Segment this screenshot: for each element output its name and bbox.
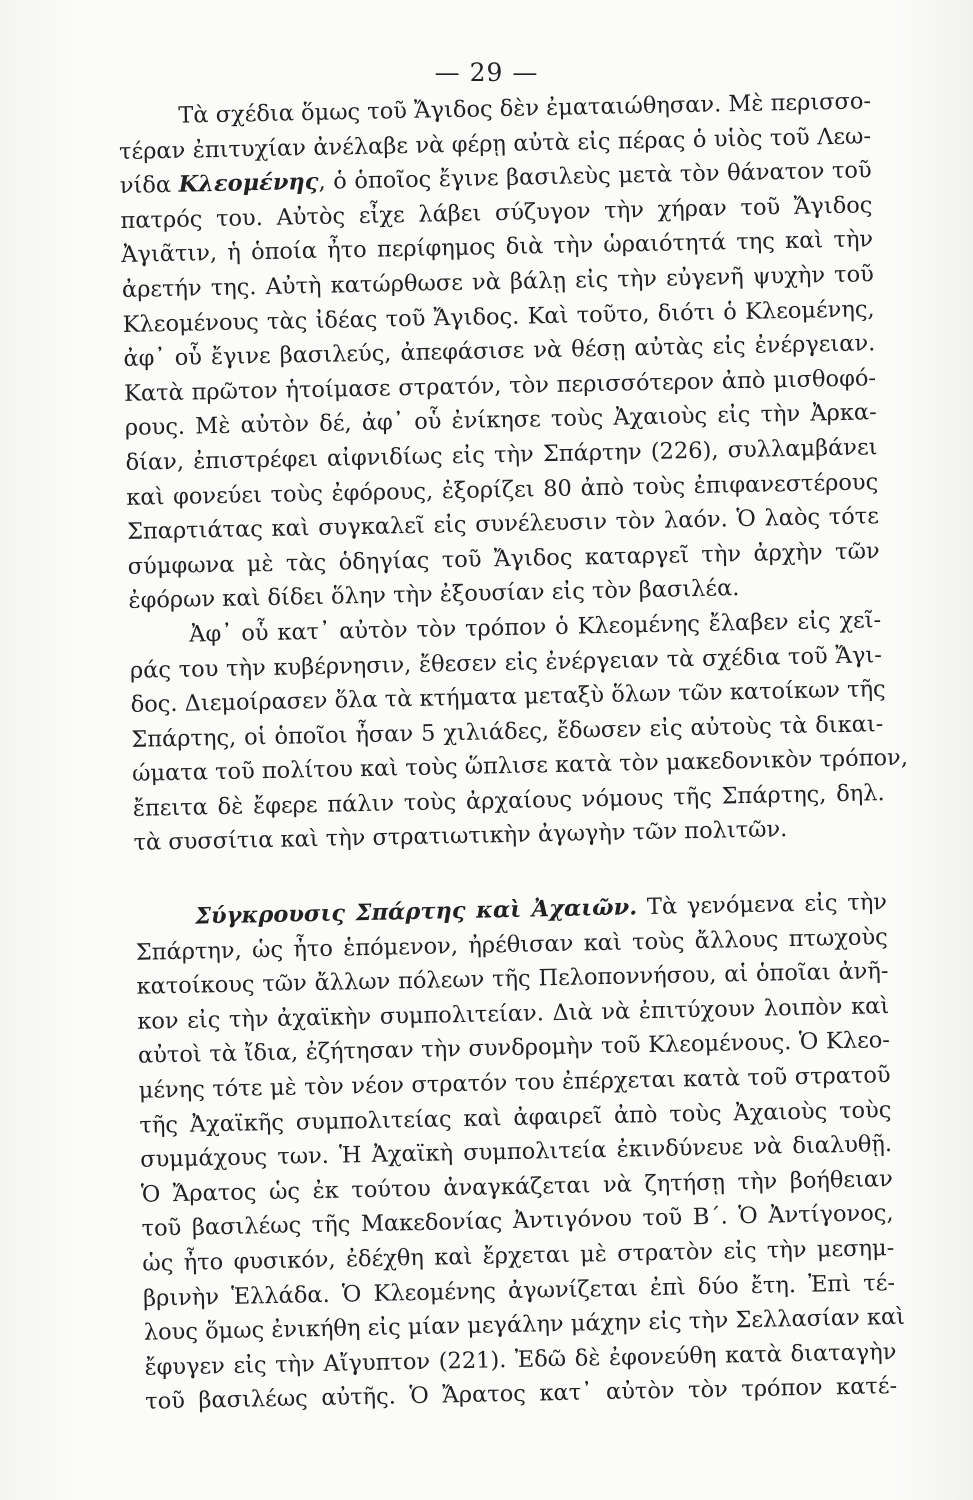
text-line: λους ὅμως ἐνικήθη εἰς μίαν μεγάλην μάχην εἰς τὴν Σελλασίαν καὶ (143, 1303, 906, 1346)
text-fragment: , ὁ ὁποῖος ἔγινε βασιλεὺς μετὰ τὸν θάνατον τοῦ (318, 157, 872, 196)
text-line: Σπάρτης, οἱ ὁποῖοι ἦσαν 5 χιλιάδες, ἔδωσεν εἰς αὐτοὺς τὰ δικαι- (131, 710, 884, 753)
text-line: Ἀγιᾶτιν, ἡ ὁποία ἦτο περίφημος διὰ τὴν ὡραιότητά της καὶ τὴν (120, 226, 874, 269)
text-line: αὐτοὶ τὰ ἴδια, ἐζήτησαν τὴν συνδρομὴν τοῦ Κλεομένους. Ὁ Κλεο- (137, 1027, 891, 1070)
text-line: συμμάχους των. Ἡ Ἀχαϊκὴ συμπολιτεία ἐκινδύνευε νὰ διαλυθῇ. (139, 1131, 893, 1173)
text-line: Σπάρτην, ὡς ἦτο ἑπόμενον, ἠρέθισαν καὶ τοὺς ἄλλους πτωχοὺς (135, 923, 888, 966)
text-line: Κατὰ πρῶτον ἡτοίμασε στρατόν, τὸν περισσότερον ἀπὸ μισθοφό- (123, 364, 877, 407)
text-line: Ὁ Ἄρατος ὡς ἐκ τούτου ἀναγκάζεται νὰ ζητήσῃ τὴν βοήθειαν (140, 1165, 894, 1208)
text-line: ἔπειτα δὲ ἔφερε πάλιν τοὺς ἀρχαίους νόμους τῆς Σπάρτης, δηλ. (132, 779, 885, 822)
section-heading: Σύγκρουσις Σπάρτης καὶ Ἀχαιῶν. (194, 894, 638, 930)
text-line: ἀφ᾽ οὗ ἔγινε βασιλεύς, ἀπεφάσισε νὰ θέσῃ αὐτὰς εἰς ἐνέργειαν. (123, 330, 876, 373)
text-line: Σπαρτιάτας καὶ συγκαλεῖ εἰς συνέλευσιν τὸν λαόν. Ὁ λαὸς τότε (126, 503, 880, 546)
text-line: τοῦ βασιλέως αὐτῆς. Ὁ Ἄρατος κατ᾽ αὐτὸν τὸν τρόπον κατέ- (145, 1373, 898, 1416)
text-line: κον εἰς τὴν ἀχαϊκὴν συμπολιτείαν. Διὰ νὰ ἐπιτύχουν λοιπὸν καὶ (137, 992, 890, 1035)
page-text (118, 84, 909, 1419)
text-line: κατοίκους τῶν ἄλλων πόλεων τῆς Πελοποννήσου, αἱ ὁποῖαι ἀνῆ- (136, 958, 889, 1001)
text-line: βρινὴν Ἑλλάδα. Ὁ Κλεομένης ἀγωνίζεται ἐπὶ δύο ἔτη. Ἐπὶ τέ- (142, 1269, 896, 1312)
name-kleomenes: Κλεομένης (178, 169, 319, 198)
text-line: ώματα τοῦ πολίτου καὶ τοὺς ὥπλισε κατὰ τὸν μακεδονικὸν τρόπον, (131, 744, 909, 788)
text-line: τῆς Ἀχαϊκῆς συμπολιτείας καὶ ἀφαιρεῖ ἀπὸ τοὺς Ἀχαιοὺς τοὺς (139, 1096, 892, 1139)
text-line: τοῦ βασιλέως τῆς Μακεδονίας Ἀντιγόνου τοῦ Β΄. Ὁ Ἀντίγονος, (141, 1200, 894, 1243)
text-line: τὰ συσσίτια καὶ τὴν στρατιωτικὴν ἀγωγὴν τῶν πολιτῶν. (133, 816, 788, 857)
text-line: ἀρετήν της. Αὐτὴ κατώρθωσε νὰ βάλῃ εἰς τὴν εὐγενῆ ψυχὴν τοῦ (121, 261, 875, 303)
text-line: καὶ φονεύει τοὺς ἐφόρους, ἐξορίζει 80 ἀπὸ τοὺς ἐπιφανεστέρους (126, 468, 879, 511)
paragraph-agis-plans (118, 84, 881, 619)
paragraph-sparta-achaea-conflict (135, 885, 906, 1420)
text-line: Τὰ σχέδια ὅμως τοῦ Ἄγιδος δὲν ἐματαιώθησαν. Μὲ περισσο- (178, 88, 872, 129)
text-fragment: νίδα (119, 172, 172, 200)
text-line: πατρός του. Αὐτὸς εἶχε λάβει σύζυγον τὴν χήραν τοῦ Ἄγιδος (120, 192, 873, 234)
text-line: ὡς ἦτο φυσικόν, ἐδέχθη καὶ ἔρχεται μὲ στρατὸν εἰς τὴν μεσημ- (142, 1234, 895, 1277)
text-line: Κλεομένους τὰς ἰδέας τοῦ Ἄγιδος. Καὶ τοῦτο, διότι ὁ Κλεομένης, (122, 295, 875, 338)
text-line: ἔφυγεν εἰς τὴν Αἴγυπτον (221). Ἐδῶ δὲ ἐφονεύθη κατὰ διαταγὴν (144, 1338, 897, 1381)
text-fragment: Τὰ γενόμενα εἰς τὴν (636, 889, 888, 921)
text-line: δος. Διεμοίρασεν ὅλα τὰ κτήματα μεταξὺ ὅλων τῶν κατοίκων τῆς (130, 676, 886, 718)
text-line: σύμφωνα μὲ τὰς ὁδηγίας τοῦ Ἄγιδος καταργεῖ τὴν ἀρχὴν τῶν (127, 537, 880, 580)
text-line: Ἀφ᾽ οὗ κατ᾽ αὐτὸν τὸν τρόπον ὁ Κλεομένης ἔλαβεν εἰς χεῖ- (188, 607, 882, 648)
text-line: δίαν, ἐπιστρέφει αἰφνιδίως εἰς τὴν Σπάρτην (226), συλλαμβάνει (125, 434, 878, 476)
text-line: τέραν ἐπιτυχίαν ἀνέλαβε νὰ φέρῃ αὐτὰ εἰς πέρας ὁ υἱὸς τοῦ Λεω- (118, 122, 872, 165)
paragraph-kleomenes-reforms (129, 603, 909, 861)
text-line: ἐφόρων καὶ δίδει ὅλην τὴν ἐξουσίαν εἰς τὸν βασιλέα. (128, 575, 740, 615)
page-number: — 29 — (434, 58, 539, 87)
text-line: ρους. Μὲ αὐτὸν δέ, ἀφ᾽ οὗ ἐνίκησε τοὺς Ἀχαιοὺς εἰς τὴν Ἀρκα- (124, 399, 877, 442)
text-line: μένης τότε μὲ τὸν νέον στρατόν του ἐπέρχεται κατὰ τοῦ στρατοῦ (138, 1062, 891, 1104)
text-line: ράς του τὴν κυβέρνησιν, ἔθεσεν εἰς ἐνέργειαν τὰ σχέδια τοῦ Ἄγι- (129, 641, 883, 684)
